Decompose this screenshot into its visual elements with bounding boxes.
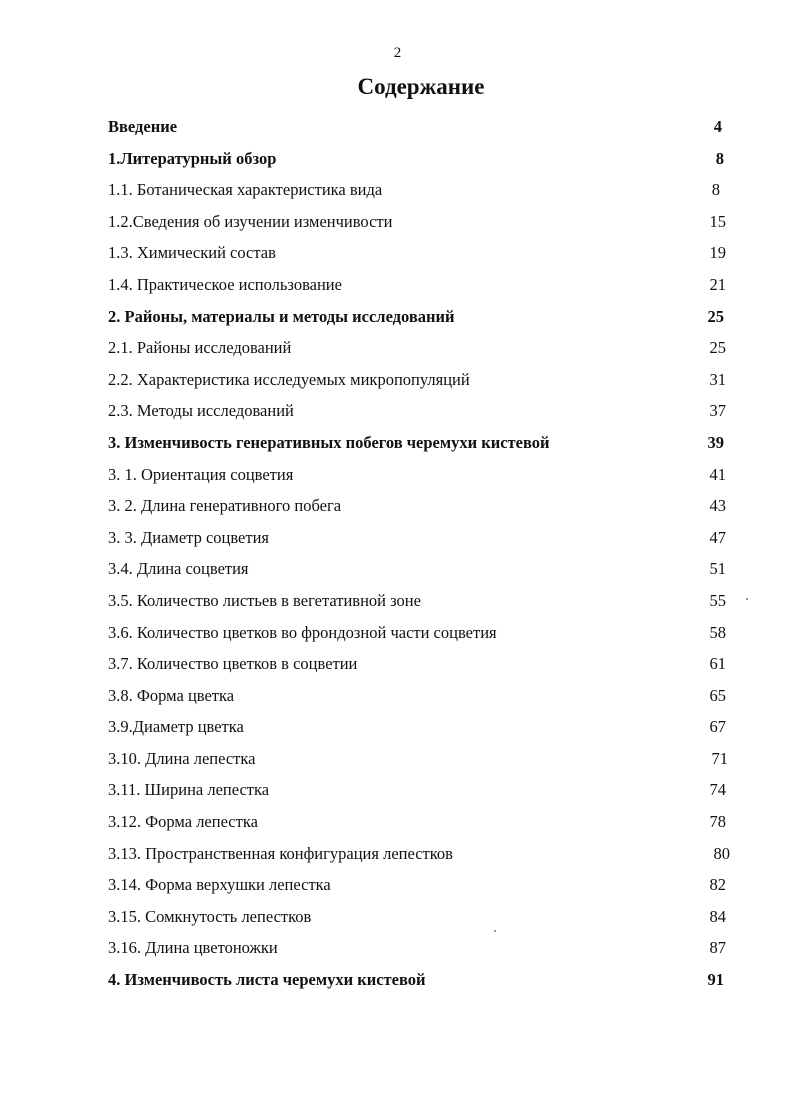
toc-entry-page: 15 [709, 211, 726, 231]
toc-entry-label: 1.2.Сведения об изучении изменчивости [108, 211, 393, 231]
toc-entry-page: 4 [713, 117, 722, 136]
toc-entry [0, 364, 795, 396]
toc-entry-label: 3.4. Длина соцветия [108, 559, 249, 579]
toc-entry [0, 269, 795, 301]
toc-entry-page: 61 [709, 654, 726, 674]
toc-entry-label: 3.13. Пространственная конфигурация лепестков [108, 843, 453, 863]
toc-entry-page: 8 [711, 180, 720, 200]
page-number: 2 [393, 45, 402, 61]
toc-entry-page: 78 [709, 812, 726, 832]
toc-entry-page: 74 [709, 780, 726, 800]
toc-entry-page: 82 [709, 875, 726, 895]
toc-entry [0, 111, 795, 143]
toc-entry-page: 71 [711, 748, 728, 768]
toc-entry-label: 2.1. Районы исследований [108, 338, 292, 358]
toc-entry [0, 838, 795, 870]
toc-entry-page: 58 [709, 622, 726, 642]
toc-entry-label: 3.9.Диаметр цветка [108, 717, 244, 737]
toc-entry [0, 553, 795, 585]
toc-entry [0, 237, 795, 269]
toc-entry [0, 301, 795, 333]
toc-entry-label: 2.2. Характеристика исследуемых микропопуляций [108, 369, 470, 389]
toc-entry-label: 3.15. Сомкнутость лепестков [108, 906, 312, 926]
toc-entry [0, 648, 795, 680]
toc-entry-page: 8 [715, 148, 724, 168]
toc-entry [0, 680, 795, 712]
toc-entry-page: 25 [709, 338, 726, 358]
toc-entry [0, 332, 795, 364]
toc-entry-label: Введение [108, 117, 178, 136]
toc-entry-label: 3.8. Форма цветка [108, 685, 235, 705]
toc-entry-label: 1.4. Практическое использование [108, 274, 342, 294]
toc-entry [0, 711, 795, 743]
toc-entry-page: 51 [709, 559, 726, 579]
toc-entry-page: 80 [713, 843, 730, 863]
toc-entry-label: 3.12. Форма лепестка [108, 812, 258, 832]
toc-entry-label: 3.14. Форма верхушки лепестка [108, 875, 331, 895]
toc-entry [0, 395, 795, 427]
toc-entry [0, 459, 795, 491]
toc-entry-label: 3.10. Длина лепестка [108, 748, 256, 768]
toc-entry-label: 3.11. Ширина лепестка [108, 780, 270, 800]
toc-entry-page: 87 [709, 938, 726, 958]
toc-entry [0, 869, 795, 901]
toc-entry-page: 41 [709, 464, 726, 484]
scan-speck [494, 930, 496, 932]
toc-entry-page: 19 [709, 243, 726, 263]
toc-entry [0, 806, 795, 838]
toc-entry-page: 43 [709, 496, 726, 516]
toc-entry-label: 3.6. Количество цветков во фрондозной части соцветия [108, 622, 497, 642]
toc-entry [0, 174, 795, 206]
toc-entry-page: 39 [707, 432, 724, 452]
toc-entry-page: 67 [709, 717, 726, 737]
toc-entry-label: 3. Изменчивость генеративных побегов черемухи кистевой [108, 432, 550, 452]
toc-entry-label: 4. Изменчивость листа черемухи кистевой [108, 970, 426, 990]
toc-entry [0, 617, 795, 649]
toc-entry [0, 143, 795, 175]
toc-entry-label: 1.Литературный обзор [108, 148, 277, 168]
toc-entry-page: 47 [709, 527, 726, 547]
toc-entry-label: 1.1. Ботаническая характеристика вида [108, 180, 383, 200]
toc-entry [0, 206, 795, 238]
toc-entry-label: 3. 3. Диаметр соцветия [108, 527, 270, 547]
toc-entry-label: 3.5. Количество листьев в вегетативной зоне [108, 590, 421, 610]
toc-entry [0, 427, 795, 459]
toc-entry-label: 3.7. Количество цветков в соцветии [108, 654, 358, 674]
toc-entry-page: 25 [707, 306, 724, 326]
toc-entry [0, 490, 795, 522]
toc-entry [0, 774, 795, 806]
toc-entry [0, 585, 795, 617]
toc-entry-label: 2. Районы, материалы и методы исследований [108, 306, 455, 326]
toc-entry [0, 743, 795, 775]
toc-entry-page: 91 [707, 970, 724, 990]
toc-entry-page: 55 [709, 590, 726, 610]
toc-entry [0, 932, 795, 964]
table-of-contents [0, 111, 795, 996]
scan-speck [746, 598, 748, 600]
toc-entry [0, 901, 795, 933]
toc-entry-label: 2.3. Методы исследований [108, 401, 294, 421]
toc-entry [0, 964, 795, 996]
toc-entry-page: 37 [709, 401, 726, 421]
toc-entry-page: 31 [709, 369, 726, 389]
toc-entry-label: 3. 2. Длина генеративного побега [108, 496, 342, 516]
toc-entry-page: 65 [709, 685, 726, 705]
toc-entry-page: 84 [709, 906, 726, 926]
toc-entry-label: 3.16. Длина цветоножки [108, 938, 278, 958]
toc-entry [0, 522, 795, 554]
toc-entry-label: 3. 1. Ориентация соцветия [108, 464, 294, 484]
toc-entry-label: 1.3. Химический состав [108, 243, 276, 263]
page-title: Содержание [357, 74, 485, 99]
toc-entry-page: 21 [709, 274, 726, 294]
